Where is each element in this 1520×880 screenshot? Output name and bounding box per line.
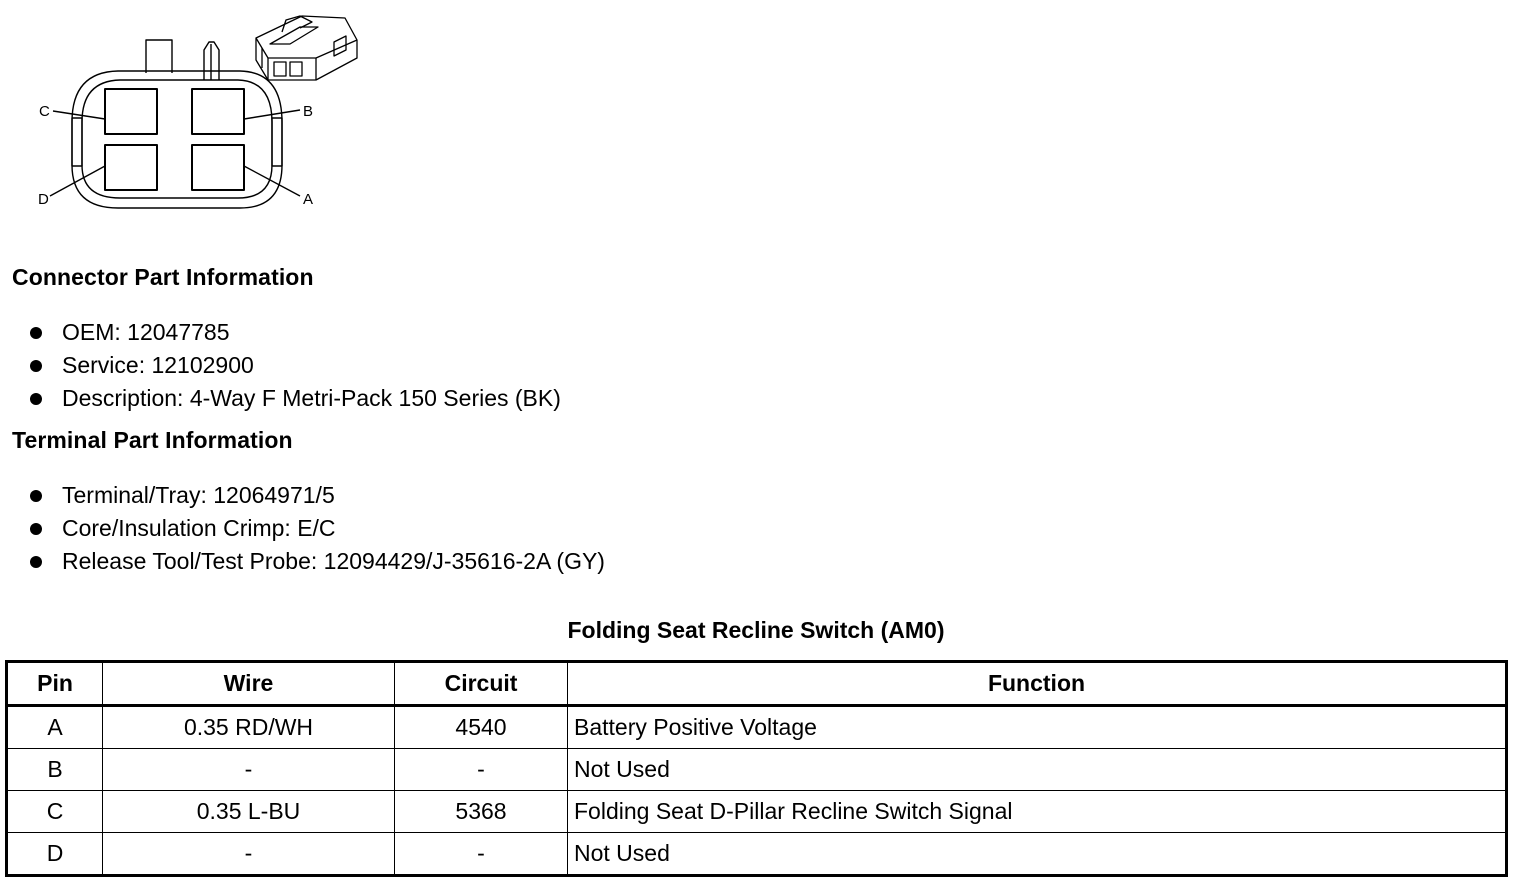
table-row [7,791,1507,833]
function-cell: Not Used [568,833,1507,876]
bullet-icon [30,327,42,339]
list-item [28,349,561,382]
wire-cell: 0.35 RD/WH [103,706,395,749]
description-value: Description: 4-Way F Metri-Pack 150 Series (BK) [62,385,561,411]
list-item [28,316,561,349]
connector-part-info-list [28,316,561,415]
pin-cell: A [7,706,103,749]
cavity-b [192,89,244,134]
table-row [7,833,1507,876]
pin-label-c: C [39,103,50,120]
table-title: Folding Seat Recline Switch (AM0) [567,617,945,643]
pin-label-d: D [38,191,49,208]
pin-label-b: B [303,103,314,120]
pin-cell: C [7,791,103,833]
connector-diagram [0,0,380,220]
pinout-table [5,660,1508,877]
connector-lock-tab [146,40,172,73]
list-item [28,512,605,545]
list-item [28,545,605,578]
connector-iso-view [256,16,357,80]
bullet-icon [30,490,42,502]
cavity-d [105,145,157,190]
table-row [7,706,1507,749]
table-header-row [7,662,1507,706]
connector-part-info-heading: Connector Part Information [12,264,314,290]
connector-housing-outer [72,71,282,208]
table-row [7,749,1507,791]
cavity-c [105,89,157,134]
cavity-a [192,145,244,190]
bullet-icon [30,556,42,568]
bullet-icon [30,393,42,405]
terminal-part-info-list [28,479,605,578]
bullet-icon [30,360,42,372]
release-tool-value: Release Tool/Test Probe: 12094429/J-35616-2A (GY) [62,548,605,574]
bullet-icon [30,523,42,535]
terminal-part-info-heading: Terminal Part Information [12,427,293,453]
column-header-wire: Wire [103,662,395,706]
oem-value: OEM: 12047785 [62,319,230,345]
crimp-value: Core/Insulation Crimp: E/C [62,515,336,541]
circuit-cell: - [395,833,568,876]
service-value: Service: 12102900 [62,352,254,378]
list-item [28,382,561,415]
wire-cell: - [103,833,395,876]
wire-cell: 0.35 L-BU [103,791,395,833]
column-header-pin: Pin [7,662,103,706]
function-cell: Battery Positive Voltage [568,706,1507,749]
function-cell: Folding Seat D-Pillar Recline Switch Signal [568,791,1507,833]
pin-cell: B [7,749,103,791]
list-item [28,479,605,512]
function-cell: Not Used [568,749,1507,791]
circuit-cell: 4540 [395,706,568,749]
circuit-cell: - [395,749,568,791]
wire-cell: - [103,749,395,791]
column-header-function: Function [568,662,1507,706]
terminal-tray-value: Terminal/Tray: 12064971/5 [62,482,335,508]
pin-label-a: A [303,191,314,208]
column-header-circuit: Circuit [395,662,568,706]
pin-cell: D [7,833,103,876]
circuit-cell: 5368 [395,791,568,833]
